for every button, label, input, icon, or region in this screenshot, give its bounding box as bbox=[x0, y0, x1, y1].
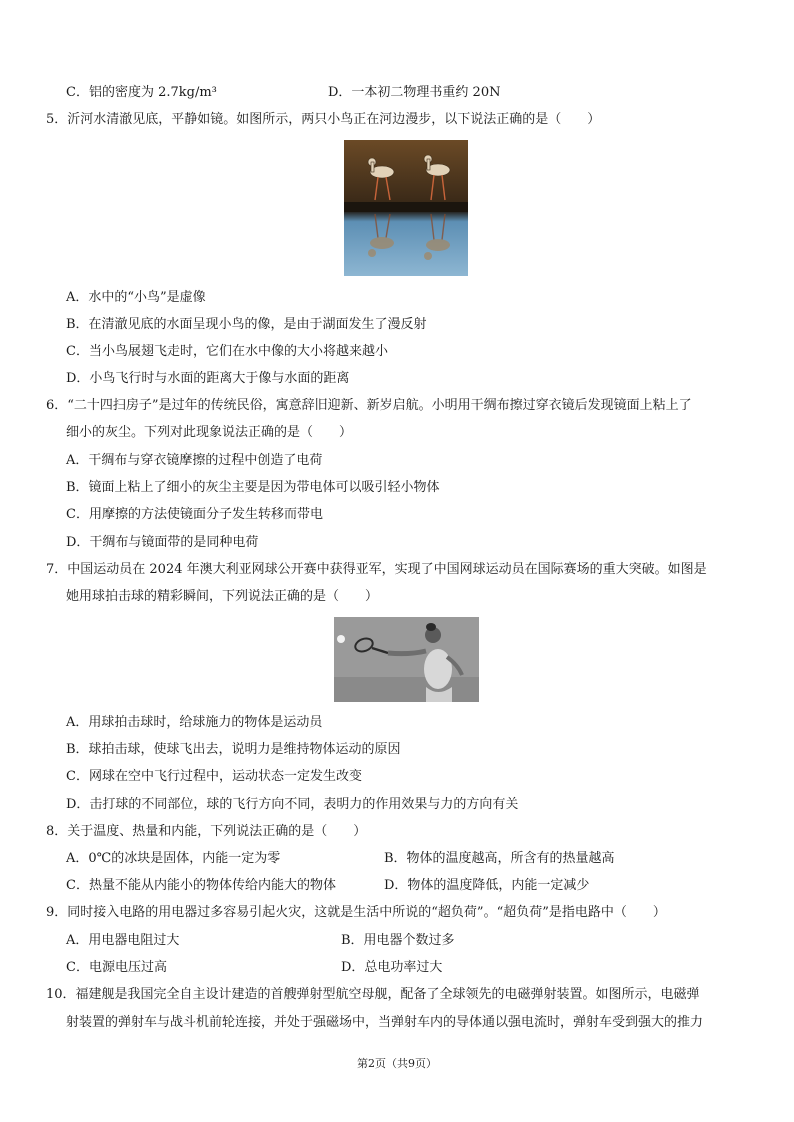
tennis-player-photo bbox=[334, 617, 479, 702]
q6-stem-line2: 细小的灰尘。下列对此现象说法正确的是（ ） bbox=[66, 425, 353, 440]
q8-option-d: D．物体的温度降低，内能一定减少 bbox=[384, 878, 590, 893]
q9-option-a: A．用电器电阻过大 bbox=[66, 933, 180, 948]
birds-reflection-photo bbox=[344, 140, 468, 276]
q7-option-b: B．球拍击球，使球飞出去，说明力是维持物体运动的原因 bbox=[66, 742, 401, 757]
q7-stem-line1: 7．中国运动员在 2024 年澳大利亚网球公开赛中获得亚军，实现了中国网球运动员在国际赛场的重大突破。如图是 bbox=[46, 562, 707, 577]
q9-stem: 9．同时接入电路的用电器过多容易引起火灾，这就是生活中所说的“超负荷”。“超负荷”是指电路中（ ） bbox=[46, 905, 666, 920]
q7-option-a: A．用球拍击球时，给球施力的物体是运动员 bbox=[66, 715, 323, 730]
q7-stem-line2: 她用球拍击球的精彩瞬间，下列说法正确的是（ ） bbox=[66, 589, 379, 604]
q6-option-d: D．干绸布与镜面带的是同种电荷 bbox=[66, 535, 259, 550]
tennis-player-image bbox=[334, 617, 479, 702]
q8-option-a: A．0℃的冰块是固体，内能一定为零 bbox=[66, 851, 281, 866]
q4-option-c: C．铝的密度为 2.7kg/m³ bbox=[66, 85, 217, 100]
q9-option-b: B．用电器个数过多 bbox=[341, 933, 455, 948]
q5-option-d: D．小鸟飞行时与水面的距离大于像与水面的距离 bbox=[66, 371, 350, 386]
q10-stem-line1: 10．福建舰是我国完全自主设计建造的首艘弹射型航空母舰，配备了全球领先的电磁弹射装置。如图所示，电磁弹 bbox=[46, 987, 700, 1002]
q10-stem-line2: 射装置的弹射车与战斗机前轮连接，并处于强磁场中，当弹射车内的导体通以强电流时，弹射车受到强大的推力 bbox=[66, 1015, 704, 1030]
q5-option-a: A．水中的“小鸟”是虚像 bbox=[66, 290, 206, 305]
q9-option-c: C．电源电压过高 bbox=[66, 960, 167, 975]
q6-option-c: C．用摩擦的方法使镜面分子发生转移而带电 bbox=[66, 507, 323, 522]
page-footer: 第2页（共9页） bbox=[357, 1057, 437, 1070]
q5-stem: 5．沂河水清澈见底，平静如镜。如图所示，两只小鸟正在河边漫步，以下说法正确的是（ ） bbox=[46, 112, 601, 127]
q9-option-d: D．总电功率过大 bbox=[341, 960, 443, 975]
q7-option-c: C．网球在空中飞行过程中，运动状态一定发生改变 bbox=[66, 769, 362, 784]
birds-reflection-image bbox=[344, 140, 468, 276]
q8-option-c: C．热量不能从内能小的物体传给内能大的物体 bbox=[66, 878, 336, 893]
q4-option-d: D．一本初二物理书重约 20N bbox=[328, 85, 501, 100]
q8-option-b: B．物体的温度越高，所含有的热量越高 bbox=[384, 851, 615, 866]
q7-option-d: D．击打球的不同部位，球的飞行方向不同，表明力的作用效果与力的方向有关 bbox=[66, 797, 519, 812]
q6-option-b: B．镜面上粘上了细小的灰尘主要是因为带电体可以吸引轻小物体 bbox=[66, 480, 440, 495]
q5-option-b: B．在清澈见底的水面呈现小鸟的像，是由于湖面发生了漫反射 bbox=[66, 317, 427, 332]
q6-stem-line1: 6．“二十四扫房子”是过年的传统民俗，寓意辞旧迎新、新岁启航。小明用干绸布擦过穿衣镜后发现镜面上粘上了 bbox=[46, 398, 692, 413]
q6-option-a: A．干绸布与穿衣镜摩擦的过程中创造了电荷 bbox=[66, 453, 323, 468]
q5-option-c: C．当小鸟展翅飞走时，它们在水中像的大小将越来越小 bbox=[66, 344, 388, 359]
q8-stem: 8．关于温度、热量和内能，下列说法正确的是（ ） bbox=[46, 824, 367, 839]
